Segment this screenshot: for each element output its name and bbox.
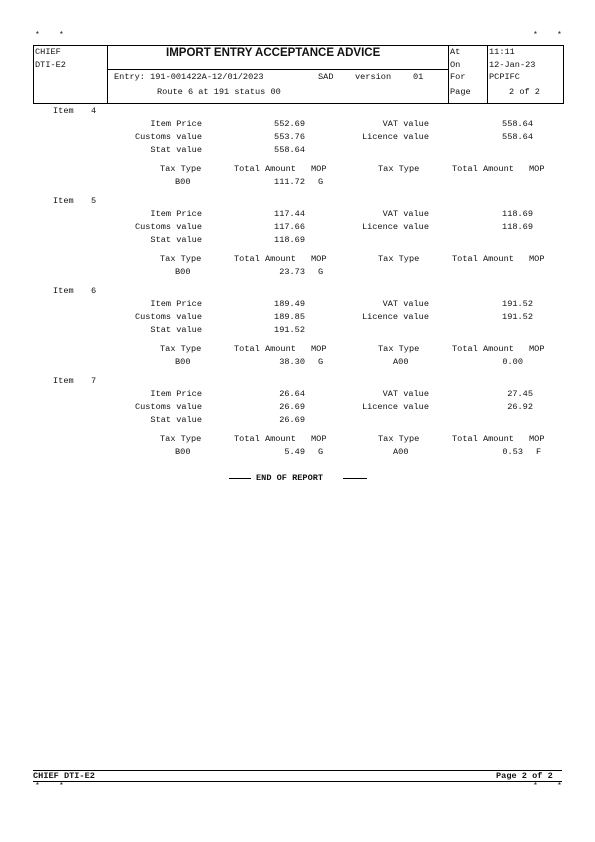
total-amount-header: Total Amount: [234, 164, 296, 174]
corner-mark: *: [35, 31, 40, 40]
stat-value: 558.64: [274, 145, 305, 155]
stat-value-label: Stat value: [150, 235, 202, 245]
tax-type-header: Tax Type: [378, 254, 420, 264]
corner-mark: *: [533, 782, 538, 791]
tax-mop-value: G: [318, 177, 324, 187]
total-amount-header: Total Amount: [234, 434, 296, 444]
tax-mop-value: G: [318, 267, 324, 277]
item-price-value: 189.49: [274, 299, 305, 309]
licence-value: 558.64: [502, 132, 533, 142]
licence-value-label: Licence value: [361, 132, 429, 142]
tax-type-header: Tax Type: [378, 434, 420, 444]
corner-mark: *: [35, 782, 40, 791]
tax-type-header: Tax Type: [160, 254, 202, 264]
vat-value: 558.64: [502, 119, 533, 129]
item-label: Item: [53, 106, 74, 116]
total-amount-header: Total Amount: [234, 254, 296, 264]
tax-type-header: Tax Type: [160, 164, 202, 174]
tax-type-header: Tax Type: [160, 344, 202, 354]
item-price-value: 117.44: [274, 209, 305, 219]
total-amount-header: Total Amount: [452, 254, 514, 264]
tax-type-value: B00: [175, 267, 191, 277]
item-label: Item: [53, 376, 74, 386]
report-header: [33, 45, 564, 104]
mop-header: MOP: [311, 434, 327, 444]
total-amount-header: Total Amount: [452, 164, 514, 174]
total-amount-header: Total Amount: [452, 344, 514, 354]
item-number: 7: [91, 376, 97, 386]
vat-value: 27.45: [507, 389, 533, 399]
stat-value: 191.52: [274, 325, 305, 335]
mop-header: MOP: [529, 254, 545, 264]
licence-value: 26.92: [507, 402, 533, 412]
item-label: Item: [53, 196, 74, 206]
system-name: CHIEF: [35, 47, 61, 57]
item-number: 4: [91, 106, 97, 116]
corner-mark: *: [557, 31, 562, 40]
system-id: DTI-E2: [35, 60, 66, 70]
at-label: At: [450, 47, 461, 57]
on-label: On: [450, 60, 461, 70]
licence-value-label: Licence value: [361, 312, 429, 322]
tax-type-value: B00: [175, 357, 191, 367]
customs-value-label: Customs value: [134, 222, 202, 232]
footer-rule: [33, 770, 562, 771]
tax-amount-value: 38.30: [279, 357, 305, 367]
vat-value: 191.52: [502, 299, 533, 309]
end-of-report: [229, 473, 367, 485]
tax-type-value: B00: [175, 177, 191, 187]
on-value: 12-Jan-23: [489, 60, 536, 70]
licence-value-label: Licence value: [361, 222, 429, 232]
mop-header: MOP: [529, 434, 545, 444]
customs-value: 553.76: [274, 132, 305, 142]
mop-header: MOP: [311, 164, 327, 174]
stat-value: 26.69: [279, 415, 305, 425]
item-number: 5: [91, 196, 97, 206]
customs-value: 117.66: [274, 222, 305, 232]
item-price-value: 26.64: [279, 389, 305, 399]
tax-amount-value: 0.00: [502, 357, 523, 367]
corner-mark: *: [59, 782, 64, 791]
corner-mark: *: [557, 782, 562, 791]
customs-value-label: Customs value: [134, 402, 202, 412]
tax-amount-value: 0.53: [502, 447, 523, 457]
tax-type-header: Tax Type: [378, 344, 420, 354]
page-value: 2 of 2: [509, 87, 540, 97]
for-value: PCPIFC: [489, 72, 520, 82]
total-amount-header: Total Amount: [234, 344, 296, 354]
sad-label: SAD: [318, 72, 334, 82]
stat-value: 118.69: [274, 235, 305, 245]
stat-value-label: Stat value: [150, 145, 202, 155]
mop-header: MOP: [529, 164, 545, 174]
item-label: Item: [53, 286, 74, 296]
item-price-label: Item Price: [150, 299, 202, 309]
item-price-label: Item Price: [150, 389, 202, 399]
mop-header: MOP: [311, 254, 327, 264]
footer-left: CHIEF DTI-E2: [33, 771, 95, 781]
report-title: IMPORT ENTRY ACCEPTANCE ADVICE: [166, 47, 381, 59]
customs-value-label: Customs value: [134, 132, 202, 142]
stat-value-label: Stat value: [150, 415, 202, 425]
item-price-label: Item Price: [150, 209, 202, 219]
tax-mop-value: F: [536, 447, 542, 457]
mop-header: MOP: [311, 344, 327, 354]
tax-amount-value: 5.49: [284, 447, 305, 457]
tax-type-value: B00: [175, 447, 191, 457]
at-value: 11:11: [489, 47, 515, 57]
item-price-label: Item Price: [150, 119, 202, 129]
vat-value-label: VAT value: [382, 119, 429, 129]
corner-mark: *: [59, 31, 64, 40]
footer-rule: [33, 781, 562, 782]
customs-value-label: Customs value: [134, 312, 202, 322]
mop-header: MOP: [529, 344, 545, 354]
tax-type-header: Tax Type: [378, 164, 420, 174]
tax-type-value: A00: [393, 357, 409, 367]
version-value: 01: [413, 72, 424, 82]
corner-mark: *: [533, 31, 538, 40]
vat-value: 118.69: [502, 209, 533, 219]
tax-type-header: Tax Type: [160, 434, 202, 444]
total-amount-header: Total Amount: [452, 434, 514, 444]
footer-right: Page 2 of 2: [496, 771, 553, 781]
end-of-report-text: END OF REPORT: [256, 473, 324, 483]
licence-value: 118.69: [502, 222, 533, 232]
item-price-value: 552.69: [274, 119, 305, 129]
stat-value-label: Stat value: [150, 325, 202, 335]
for-label: For: [450, 72, 466, 82]
licence-value: 191.52: [502, 312, 533, 322]
licence-value-label: Licence value: [361, 402, 429, 412]
entry-line: Entry: 191-001422A-12/01/2023: [114, 72, 264, 82]
item-number: 6: [91, 286, 97, 296]
customs-value: 189.85: [274, 312, 305, 322]
version-label: version: [355, 72, 392, 82]
tax-amount-value: 23.73: [279, 267, 305, 277]
page-label: Page: [450, 87, 471, 97]
tax-type-value: A00: [393, 447, 409, 457]
vat-value-label: VAT value: [382, 299, 429, 309]
route-line: Route 6 at 191 status 00: [157, 87, 281, 97]
tax-amount-value: 111.72: [274, 177, 305, 187]
tax-mop-value: G: [318, 447, 324, 457]
tax-mop-value: G: [318, 357, 324, 367]
customs-value: 26.69: [279, 402, 305, 412]
vat-value-label: VAT value: [382, 209, 429, 219]
vat-value-label: VAT value: [382, 389, 429, 399]
